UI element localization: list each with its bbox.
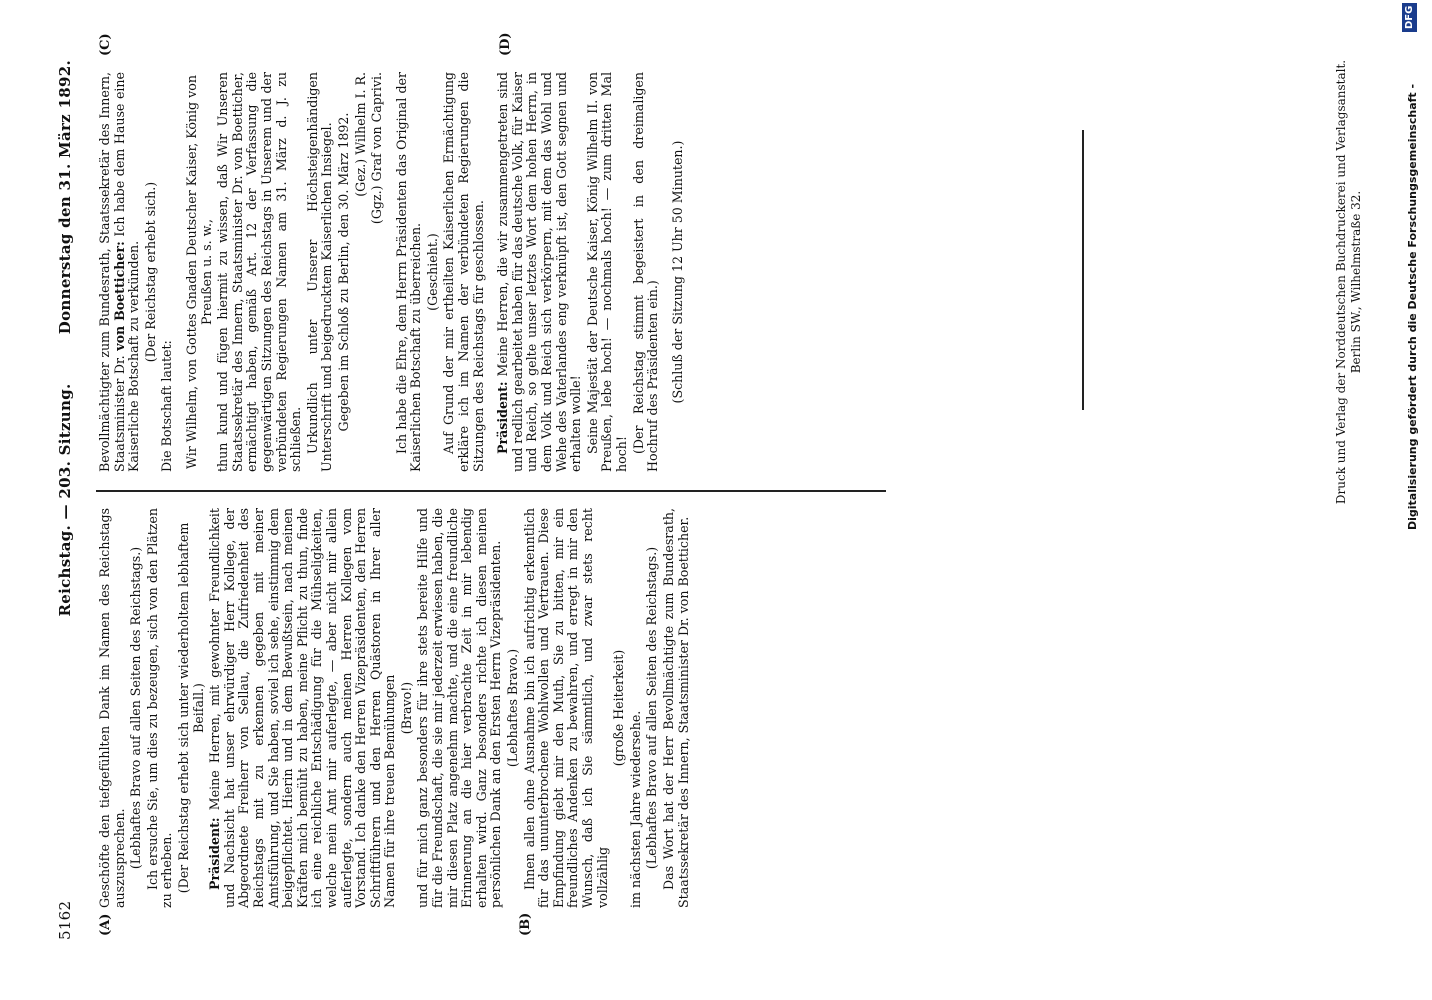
speech-text: Ich habe dem Hause eine Kaiserliche Botschaft zu verkünden. — [111, 72, 142, 472]
message-opening: Wir Wilhelm, von Gottes Gnaden Deutscher Kaiser, König von Preußen u. s. w., — [183, 75, 214, 469]
speaker-name: von Boetticher: — [111, 241, 127, 351]
session-date: Donnerstag den 31. März 1892. — [56, 60, 74, 335]
column-divider — [96, 491, 886, 493]
interjection: (Der Reichstag stimmt begeistert in den dreimaligen Hochruf des Präsidenten ein.) — [630, 72, 661, 472]
interjection: (Lebhaftes Bravo.) — [505, 648, 521, 768]
paragraph: Die Botschaft lautet: — [159, 340, 175, 472]
countersignature: (Ggz.) Graf von Caprivi. — [369, 72, 385, 225]
right-column — [98, 72, 898, 472]
page-header — [56, 60, 86, 940]
page-number: 5162 — [56, 900, 74, 940]
paragraph: Seine Majestät der Deutsche Kaiser, König Wilhelm II. von Preußen, lebe hoch! — nochmals hoch! — zum dritten Mal hoch! — [584, 72, 629, 472]
dfg-logo: DFG — [1402, 3, 1417, 32]
paragraph — [208, 508, 398, 908]
paragraph: Ich habe die Ehre, dem Herrn Präsidenten das Original der Kaiserlichen Botschaft zu überreichen. — [393, 72, 424, 472]
paragraph: Das Wort hat der Herr Bevollmächtigte zum Bundesrath, Staatssekretär des Innern, Staatsminister Dr. von Boetticher. — [660, 508, 691, 908]
paragraph: Geschöfte den tiefgefühlten Dank im Namen des Reichstags auszusprechen. — [97, 508, 127, 908]
interjection: (Bravo!) — [398, 681, 414, 735]
margin-marker-c: (C) — [98, 33, 113, 56]
page-title: Reichstag. — 203. Sitzung. — [56, 383, 74, 617]
paragraph: im nächsten Jahre wiedersehe. — [627, 710, 643, 908]
paragraph: Ich ersuche Sie, um dies zu bezeugen, sich von den Plätzen zu erheben. — [144, 508, 175, 908]
interjection: (Der Reichstag erhebt sich.) — [142, 181, 158, 363]
paragraph: Ihnen allen ohne Ausnahme bin ich aufrichtig erkenntlich für das ununterbrochene Wohlwollen und Vertrauen. Diese Empfindung giebt mir den Muth, Sie zu bitten, mir ein freundliches Andenken zu bewahren, und erregt in mir den Wunsch, daß ich Sie sämmtlich, und zwar stets recht vollzählig — [521, 508, 610, 908]
interjection: (Lebhaftes Bravo auf allen Seiten des Reichstags.) — [128, 546, 144, 870]
interjection: (Geschieht.) — [424, 233, 440, 311]
imprint-line: Berlin SW., Wilhelmstraße 32. — [1349, 190, 1363, 374]
imprint-line: Druck und Verlag der Norddeutschen Buchdruckerei und Verlagsanstalt. — [1334, 59, 1348, 505]
session-close: (Schluß der Sitzung 12 Uhr 50 Minuten.) — [669, 140, 685, 404]
interjection: (Der Reichstag erhebt sich unter wiederholtem lebhaftem Beifall.) — [175, 522, 206, 894]
digitization-credit — [1398, 0, 1428, 1000]
speaker-name: Präsident: — [207, 817, 223, 890]
paragraph: und für mich ganz besonders für ihre stets bereite Hilfe und für die Freundschaft, die sie mir jederzeit erwiesen haben, die mir diesen Platz angenehm machte, und die eine freundliche Erinnerung an die hier verbrachte Zeit in mir lebendig erhalten wird. Ganz besonders richte ich diesen meinen persönlichen Dank an den Ersten Herrn Vizepräsidenten. — [415, 508, 504, 908]
margin-marker-b: (B) — [518, 912, 533, 936]
interjection: (Lebhaftes Bravo auf allen Seiten des Reichstags.) — [644, 546, 660, 870]
paragraph — [496, 72, 584, 472]
left-column — [98, 508, 918, 908]
speech-text: Bevollmächtigter zum Bundesrath, Staatssekretär des Innern, Staatsminister Dr. — [97, 72, 127, 472]
printer-imprint — [1334, 22, 1364, 542]
horizontal-rule — [1082, 130, 1084, 410]
speech-text: Meine Herren, mit gewohnter Freundlichkeit und Nachsicht hat unser ehrwürdiger Herr Kollege, der Abgeordnete Freiherr von Sellau, die Zufriedenheit des Reichstags mit zu erkennen gegeben mit meiner Amtsführung, und Sie haben, soviel ich sehe, einstimmig dem beigepflichtet. Hierin und in dem Bewußtsein, nach meinen Kräften mich bemüht zu haben, meine Pflicht zu thun, finde ich eine reichliche Entschädigung für die Mühseligkeiten, welche mein Amt mir auferlegte, — aber nicht mir allein auferlegte, sondern auch meinen Herren Kollegen vom Vorstand. Ich danke den Herren Vizepräsidenten, den Herren Schriftführern und den Herren Quästoren in Ihrer aller Namen für ihre treuen Bemühungen — [207, 508, 398, 908]
margin-marker-a: (A) — [98, 913, 113, 936]
interjection: (große Heiterkeit) — [611, 649, 627, 767]
speech-text: Meine Herren, die wir zusammengetreten sind und redlich gearbeitet haben für das deutsche Volk, für Kaiser und Reich, so gelte unser letztes Wort dem hohen Herrn, in dem Volk und Reich sich verkörpern, mit dem das Wohl und Wehe des Vaterlandes eng verknüpft ist, den Gott segnen und erhalten wolle! — [495, 72, 584, 472]
margin-marker-d: (D) — [498, 32, 513, 56]
signature: (Gez.) Wilhelm I. R. — [352, 72, 368, 197]
message-date: Gegeben im Schloß zu Berlin, den 30. März 1892. — [335, 112, 351, 432]
speaker-name: Präsident: — [495, 381, 511, 454]
paragraph: thun kund und fügen hiermit zu wissen, daß Wir Unseren Staatssekretär des Innern, Staatsminister Dr. von Boetticher, ermächtigt haben, gemäß Art. 12 der Verfassung die gegenwärtigen Sitzungen des Reichstags in Unserem und der verbündeten Regierungen Namen am 31. März d. J. zu schließen. — [215, 72, 304, 472]
paragraph: Urkundlich unter Unserer Höchsteigenhändigen Unterschrift und beigedrucktem Kaiserlichen Insiegel. — [304, 72, 335, 472]
credit-text: Digitalisierung gefördert durch die Deutsche Forschungsgemeinschaft - — [1406, 83, 1419, 530]
paragraph — [98, 72, 142, 472]
paragraph: Auf Grund der mir ertheilten Kaiserlichen Ermächtigung erkläre ich im Namen der verbündeten Regierungen die Sitzungen des Reichstags für geschlossen. — [441, 72, 486, 472]
